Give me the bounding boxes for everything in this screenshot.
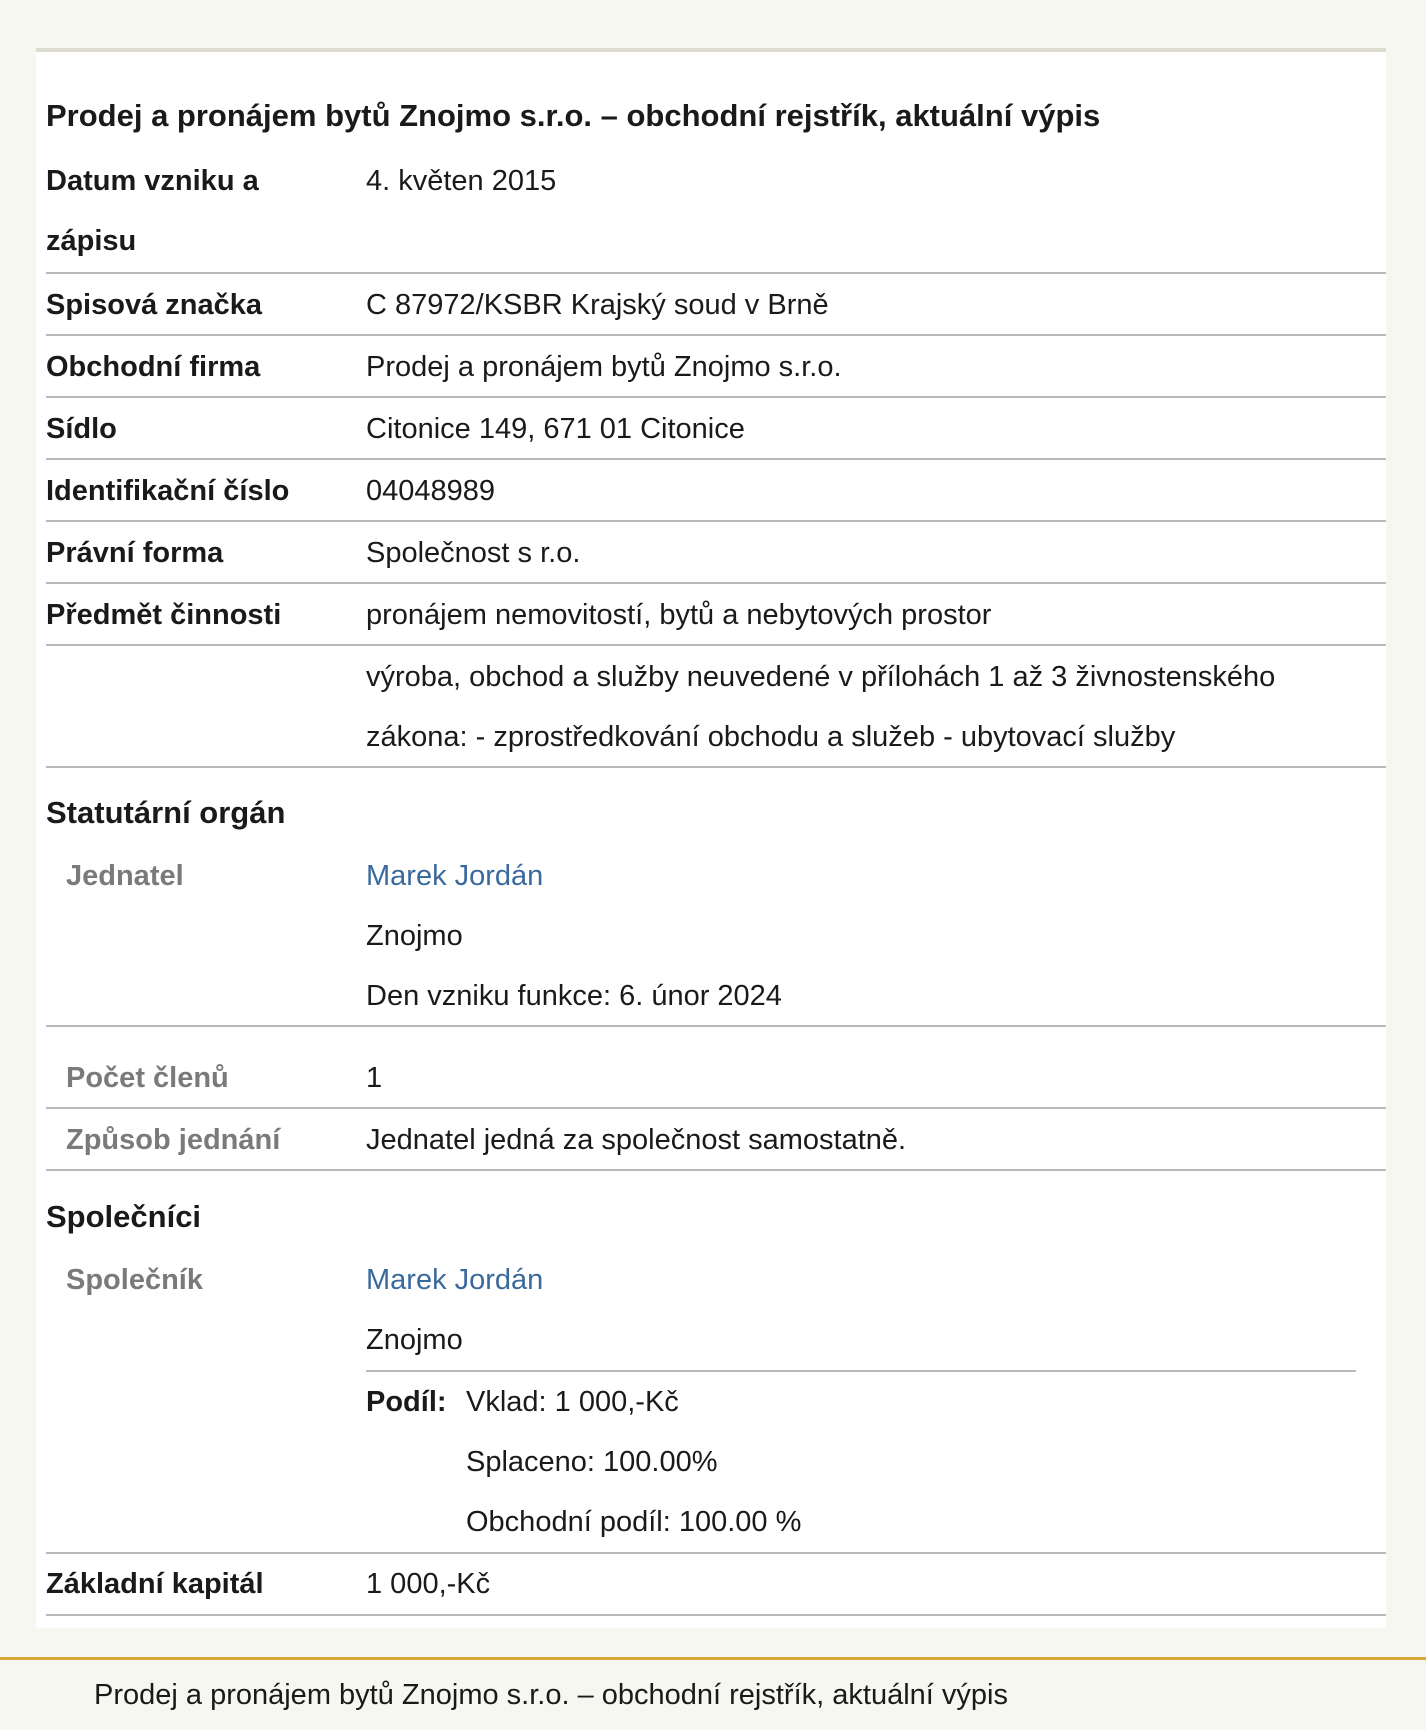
spolecnik-name-link[interactable]: Marek Jordán <box>366 1264 544 1296</box>
ico-value: 04048989 <box>366 475 496 507</box>
row-divider <box>46 272 1386 274</box>
predmet-value-2-line1: výroba, obchod a služby neuvedené v přílohách 1 až 3 živnostenského <box>366 661 1276 693</box>
zpusob-label: Způsob jednání <box>66 1124 281 1156</box>
predmet-value-2-line2: zákona: - zprostředkování obchodu a služeb - ubytovací služby <box>366 721 1176 753</box>
firma-value: Prodej a pronájem bytů Znojmo s.r.o. <box>366 351 842 383</box>
row-divider <box>46 396 1386 398</box>
row-divider <box>46 458 1386 460</box>
forma-label: Právní forma <box>46 537 224 569</box>
predmet-value-1: pronájem nemovitostí, bytů a nebytových prostor <box>366 599 992 631</box>
footer-divider <box>0 1657 1426 1660</box>
podil-divider <box>366 1370 1356 1372</box>
row-divider <box>46 766 1386 768</box>
row-divider <box>46 1169 1386 1171</box>
jednatel-city: Znojmo <box>366 920 463 952</box>
spolecnik-city: Znojmo <box>366 1324 463 1356</box>
pocet-label: Počet členů <box>66 1062 229 1094</box>
pocet-value: 1 <box>366 1062 383 1094</box>
footer-title: Prodej a pronájem bytů Znojmo s.r.o. – obchodní rejstřík, aktuální výpis <box>94 1679 1008 1711</box>
firma-label: Obchodní firma <box>46 351 261 383</box>
jednatel-label: Jednatel <box>66 860 184 892</box>
podil-obchodni: Obchodní podíl: 100.00 % <box>466 1506 802 1538</box>
row-divider <box>46 644 1386 646</box>
row-divider <box>46 1107 1386 1109</box>
spis-label: Spisová značka <box>46 289 262 321</box>
extract-card <box>36 48 1386 1628</box>
datum-value: 4. květen 2015 <box>366 165 557 197</box>
forma-value: Společnost s r.o. <box>366 537 581 569</box>
jednatel-since: Den vzniku funkce: 6. únor 2024 <box>366 980 782 1012</box>
row-divider <box>46 334 1386 336</box>
kapital-value: 1 000,-Kč <box>366 1568 491 1600</box>
datum-label-line2: zápisu <box>46 225 137 257</box>
spis-value: C 87972/KSBR Krajský soud v Brně <box>366 289 829 321</box>
jednatel-name-link[interactable]: Marek Jordán <box>366 860 544 892</box>
datum-label-line1: Datum vzniku a <box>46 165 259 197</box>
spolecnici-heading: Společníci <box>46 1199 202 1234</box>
row-divider <box>46 1614 1386 1616</box>
statutarni-heading: Statutární orgán <box>46 795 286 830</box>
zpusob-value: Jednatel jedná za společnost samostatně. <box>366 1124 907 1156</box>
row-divider <box>46 1025 1386 1027</box>
ico-label: Identifikační číslo <box>46 475 290 507</box>
podil-vklad: Vklad: 1 000,-Kč <box>466 1386 679 1418</box>
row-divider <box>46 520 1386 522</box>
predmet-label: Předmět činnosti <box>46 599 282 631</box>
sidlo-value: Citonice 149, 671 01 Citonice <box>366 413 745 445</box>
row-divider <box>46 1552 1386 1554</box>
row-divider <box>46 582 1386 584</box>
podil-splaceno: Splaceno: 100.00% <box>466 1446 718 1478</box>
kapital-label: Základní kapitál <box>46 1568 264 1600</box>
sidlo-label: Sídlo <box>46 413 117 445</box>
page-title: Prodej a pronájem bytů Znojmo s.r.o. – obchodní rejstřík, aktuální výpis <box>46 98 1101 133</box>
spolecnik-label: Společník <box>66 1264 203 1296</box>
podil-label: Podíl: <box>366 1386 447 1418</box>
